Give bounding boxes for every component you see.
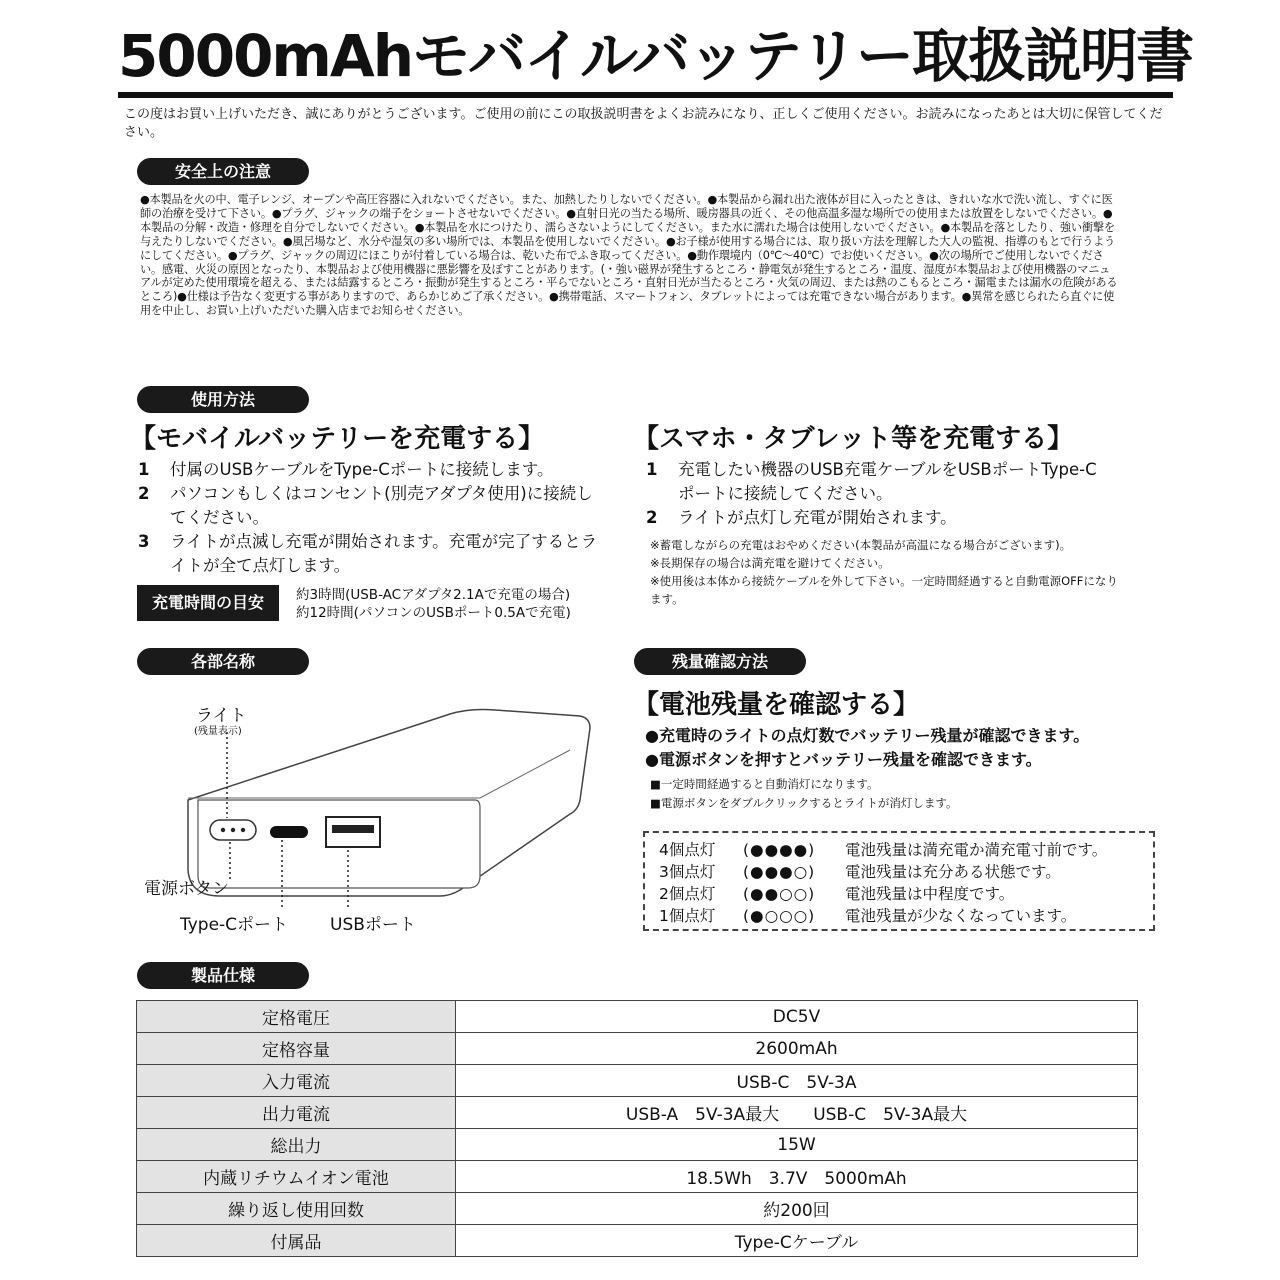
table-row: 内蔵リチウムイオン電池 18.5Wh 3.7V 5000mAh [137,1161,1138,1193]
label-light-sub: (残量表示) [194,726,242,737]
table-row: 定格容量 2600mAh [137,1033,1138,1065]
battery-check-notes [650,775,957,813]
safety-text: ●本製品を火の中、電子レンジ、オーブンや高圧容器に入れないでください。また、加熱したりしないでください。●本製品から漏れ出た液体が目に入ったときは、きれいな水で洗い流し、すぐに医師の治療を受けて下さい。●プラグ、ジャックの端子をショートさせないでください。●直射日光の当たる場所、暖房器具の近く、その他高温多湿な場所での使用または放置をしないでください。●本製品の分解・改造・修理を自分でしないでください。●本製品を水につけたり、濡らさないようにしてください。また水に濡れた場合は使用しないでください。●本製品を落としたり、強い衝撃を与えたりしないでください。●風呂場など、水分や湿気の多い場所では、本製品を使用しないでください。●お子様が使用する場合には、取り扱い方法を理解した大人の監視、指導のもとで行うようにしてください。●プラグ、ジャックの周辺にほこりが付着している場合は、乾いた布でふき取ってください。●動作環境内（0℃〜40℃）でお使いください。●次の場所でご使用しないでください。感電、火災の原因となったり、本製品および使用機器に悪影響を及ぼすことがあります。(・強い磁界が発生するところ・静電気が発生するところ・温度、湿度が本製品および使用機器のマニュアルが定めた使用環境を超える、または結露するところ・振動が発生するところ・平らでないところ・直射日光が当たるところ・火気の周辺、または熱のこもるところ・漏電または漏水の危険があるところ)●仕様は予告なく変更する事がありますので、あらかじめご了承ください。●携帯電話、スマートフォン、タブレットによっては充電できない場合があります。●異常を感じられたら直ぐに使用を中止し、お買い上げいただいた購入店までお知らせください。 [140,193,1118,318]
level-row: 1個点灯 (●○○○) 電池残量が少なくなっています。 [659,907,1077,925]
level-row: 4個点灯 (●●●●) 電池残量は満充電か満充電寸前です。 [659,841,1108,859]
charge-time-lines: 約3時間(USB-ACアダプタ2.1Aで充電の場合) 約12時間(パソコンのUSBポート0.5Aで充電) [296,587,571,621]
charge-device-steps [646,458,1108,530]
charge-time-badge: 充電時間の目安 [137,585,279,621]
step-item: 1 充電したい機器のUSB充電ケーブルをUSBポートType-Cポートに接続してください。 [646,460,1097,503]
bullet-item: ●電源ボタンを押すとバッテリー残量を確認できます。 [645,750,1042,769]
section-parts-header: 各部名称 [137,648,309,675]
intro-text: この度はお買い上げいただき、誠にありがとうございます。ご使用の前にこの取扱説明書をよくお読みになり、正しくご使用ください。お読みになったあとは大切に保管してください。 [124,107,1163,140]
page-title: 5000mAhモバイルバッテリー取扱説明書 [118,22,1192,90]
note-item: ※蓄電しながらの充電はおやめください(本製品が高温になる場合がございます)。 [650,538,1072,552]
charge-battery-heading: 【モバイルバッテリーを充電する】 [130,424,545,454]
step-item: 1 付属のUSBケーブルをType-Cポートに接続します。 [138,460,554,479]
step-item: 2 パソコンもしくはコンセント(別売アダプタ使用)に接続してください。 [138,484,593,527]
section-safety-header: 安全上の注意 [137,158,309,185]
label-usb: USBポート [330,915,416,935]
label-type-c: Type-Cポート [180,915,289,935]
battery-check-heading: 【電池残量を確認する】 [633,690,920,720]
section-battery-check-header: 残量確認方法 [634,648,806,675]
table-row: 付属品 Type-Cケーブル [137,1225,1138,1257]
section-usage-header: 使用方法 [137,386,309,413]
table-row: 定格電圧 DC5V [137,1001,1138,1033]
note-item: ■電源ボタンをダブルクリックするとライトが消灯します。 [650,796,958,810]
bullet-item: ●充電時のライトの点灯数でバッテリー残量が確認できます。 [645,726,1090,745]
note-item: ※使用後は本体から接続ケーブルを外して下さい。一定時間経過すると自動電源OFFになります。 [650,574,1118,606]
level-row: 2個点灯 (●●○○) 電池残量は中程度です。 [659,885,1015,903]
section-specs-header: 製品仕様 [137,962,309,989]
note-item: ※長期保存の場合は満充電を避けてください。 [650,556,890,570]
type-c-port-icon [270,826,308,838]
title-divider [118,92,1173,98]
battery-check-bullets [645,724,1089,772]
note-item: ■一定時間経過すると自動消灯になります。 [650,777,879,791]
table-row: 出力電流 USB-A 5V-3A最大 USB-C 5V-3A最大 [137,1097,1138,1129]
table-row: 繰り返し使用回数 約200回 [137,1193,1138,1225]
charge-battery-steps [138,458,608,578]
label-power-button: 電源ボタン [144,879,229,899]
label-light: ライト [196,706,247,726]
level-row: 3個点灯 (●●●○) 電池残量は充分ある状態です。 [659,863,1061,881]
charge-device-notes [650,536,1120,608]
charge-device-heading: 【スマホ・タブレット等を充電する】 [633,424,1074,454]
step-item: 2 ライトが点灯し充電が開始されます。 [646,508,957,527]
step-item: 3 ライトが点滅し充電が開始されます。充電が完了するとライトが全て点灯します。 [138,532,598,575]
table-row: 入力電流 USB-C 5V-3A [137,1065,1138,1097]
table-row: 総出力 15W [137,1129,1138,1161]
battery-level-table [643,831,1155,931]
specs-table [136,1000,1138,1257]
